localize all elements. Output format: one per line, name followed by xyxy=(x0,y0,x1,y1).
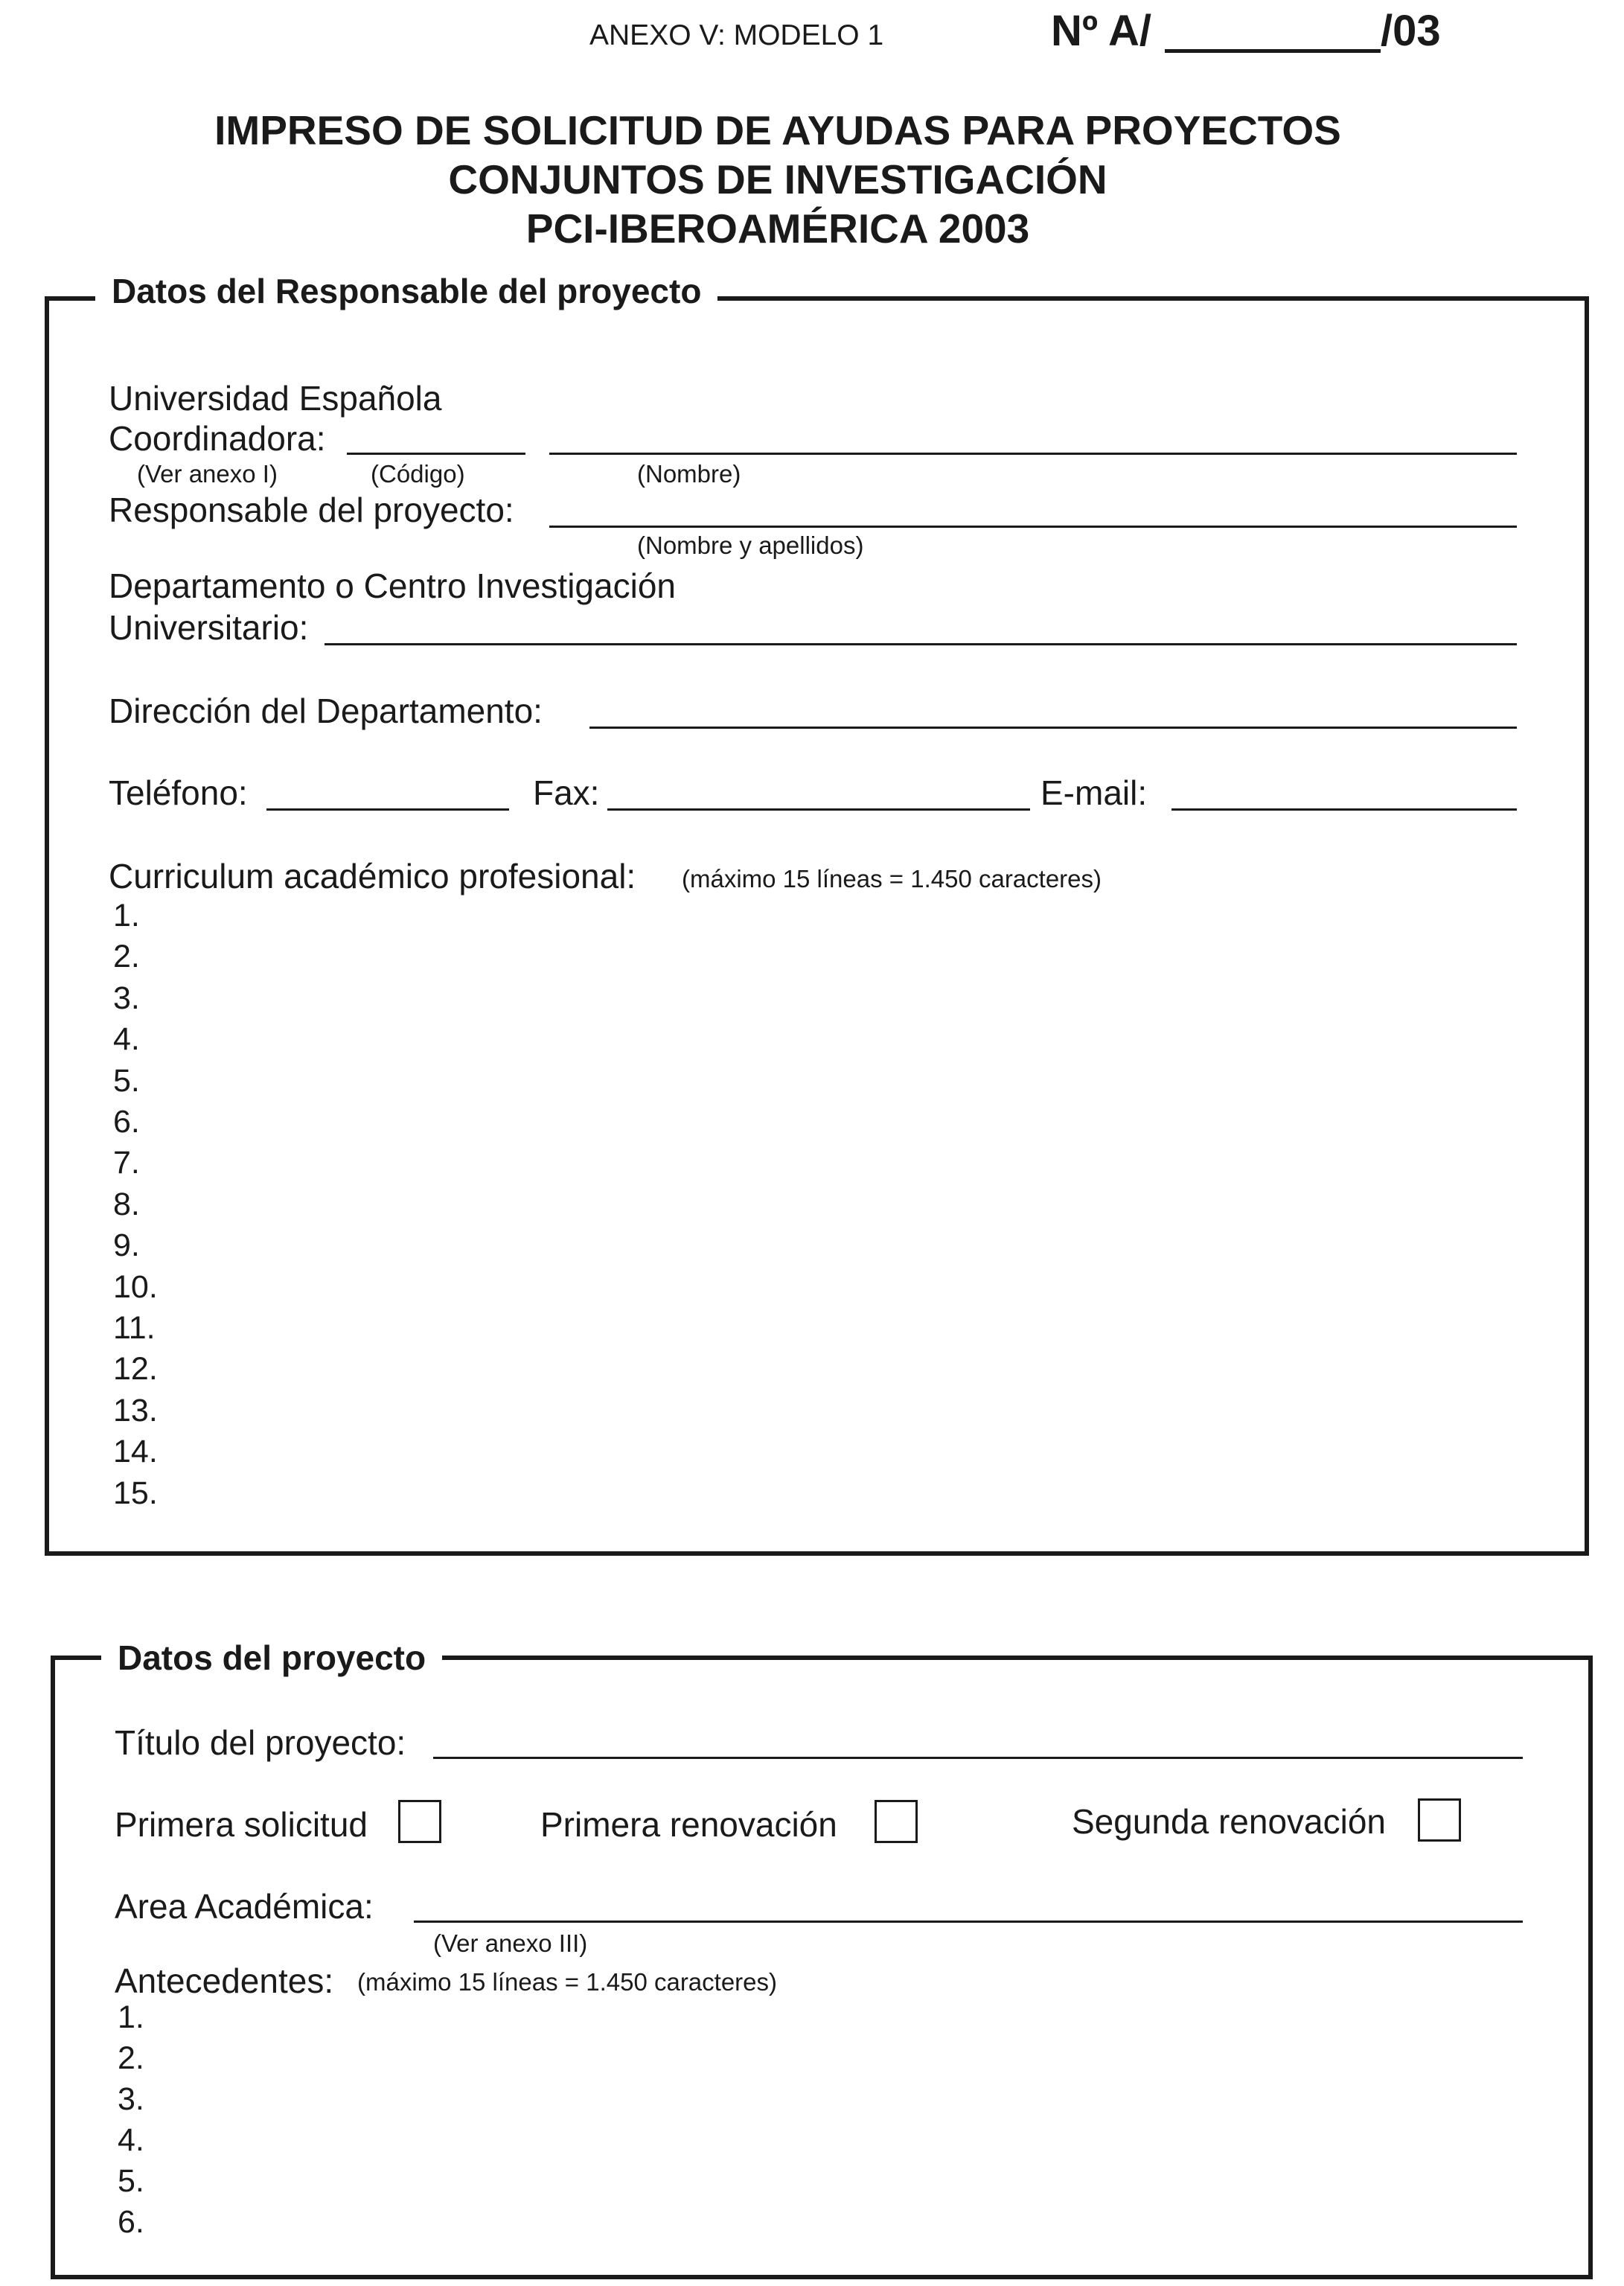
cv-line-number: 7. xyxy=(113,1145,140,1181)
project-title-field[interactable] xyxy=(433,1757,1523,1759)
request-number-field[interactable] xyxy=(1165,49,1381,53)
academic-area-field[interactable] xyxy=(414,1921,1523,1923)
project-section-legend: Datos del proyecto xyxy=(101,1638,442,1678)
hint-see-annex-i: (Ver anexo I) xyxy=(137,460,278,488)
cv-line-number: 3. xyxy=(113,980,140,1016)
cv-line-number: 11. xyxy=(113,1310,156,1346)
hint-see-annex-iii: (Ver anexo III) xyxy=(433,1929,588,1957)
cv-line-number: 13. xyxy=(113,1392,158,1428)
request-number-suffix: /03 xyxy=(1381,7,1441,55)
cv-line-number: 15. xyxy=(113,1475,158,1511)
annex-label: ANEXO V: MODELO 1 xyxy=(589,19,884,51)
first-renewal-checkbox[interactable] xyxy=(875,1800,918,1843)
department-label: Departamento o Centro Investigación xyxy=(109,566,676,605)
cv-line-number: 2. xyxy=(113,939,140,975)
background-line-number: 3. xyxy=(118,2081,144,2117)
email-field[interactable] xyxy=(1171,808,1517,811)
background-line-number: 4. xyxy=(118,2122,144,2158)
first-renewal-label: Primera renovación xyxy=(540,1805,837,1844)
background-line-number: 6. xyxy=(118,2204,144,2240)
responsible-section-legend: Datos del Responsable del proyecto xyxy=(95,271,717,311)
responsible-name-field[interactable] xyxy=(549,526,1517,528)
hint-name-surnames: (Nombre y apellidos) xyxy=(637,531,864,559)
fax-field[interactable] xyxy=(607,808,1030,811)
academic-area-label: Area Académica: xyxy=(115,1887,374,1926)
phone-field[interactable] xyxy=(266,808,509,811)
address-field[interactable] xyxy=(589,727,1517,729)
university-label: Universidad Española xyxy=(109,379,442,418)
first-request-checkbox[interactable] xyxy=(398,1800,441,1843)
cv-line-number: 14. xyxy=(113,1434,158,1470)
cv-label: Curriculum académico profesional: xyxy=(109,857,636,895)
second-renewal-label: Segunda renovación xyxy=(1072,1802,1386,1841)
cv-line-number: 12. xyxy=(113,1351,158,1388)
cv-hint: (máximo 15 líneas = 1.450 caracteres) xyxy=(682,865,1102,893)
responsible-label: Responsable del proyecto: xyxy=(109,491,514,529)
cv-line-number: 6. xyxy=(113,1104,140,1140)
form-title-line-1: IMPRESO DE SOLICITUD DE AYUDAS PARA PROYECTOS xyxy=(214,107,1341,153)
email-label: E-mail: xyxy=(1040,773,1148,812)
cv-line-number: 10. xyxy=(113,1268,158,1305)
university-code-field[interactable] xyxy=(347,453,525,455)
background-line-number: 2. xyxy=(118,2040,144,2076)
hint-code: (Código) xyxy=(371,460,465,488)
cv-line-number: 5. xyxy=(113,1062,140,1099)
background-hint: (máximo 15 líneas = 1.450 caracteres) xyxy=(357,1968,778,1996)
background-line-number: 1. xyxy=(118,1999,144,2035)
cv-line-number: 1. xyxy=(113,898,140,933)
cv-line-number: 4. xyxy=(113,1021,140,1058)
first-request-label: Primera solicitud xyxy=(115,1805,368,1844)
department-label-university: Universitario: xyxy=(109,608,309,647)
cv-line-number: 8. xyxy=(113,1186,140,1222)
project-title-label: Título del proyecto: xyxy=(115,1723,406,1762)
address-label: Dirección del Departamento: xyxy=(109,692,543,730)
background-line-number: 5. xyxy=(118,2163,144,2199)
university-name-field[interactable] xyxy=(549,453,1517,455)
request-number-prefix: Nº A/ xyxy=(1051,7,1152,55)
form-title-line-3: PCI-IBEROAMÉRICA 2003 xyxy=(525,205,1030,252)
department-field[interactable] xyxy=(325,643,1517,645)
cv-line-number: 9. xyxy=(113,1227,140,1264)
form-title-line-2: CONJUNTOS DE INVESTIGACIÓN xyxy=(448,156,1107,202)
hint-name: (Nombre) xyxy=(637,460,741,488)
phone-label: Teléfono: xyxy=(109,773,248,812)
fax-label: Fax: xyxy=(533,773,600,812)
background-label: Antecedentes: xyxy=(115,1961,334,2000)
university-label-coordinator: Coordinadora: xyxy=(109,419,326,458)
second-renewal-checkbox[interactable] xyxy=(1418,1798,1461,1842)
